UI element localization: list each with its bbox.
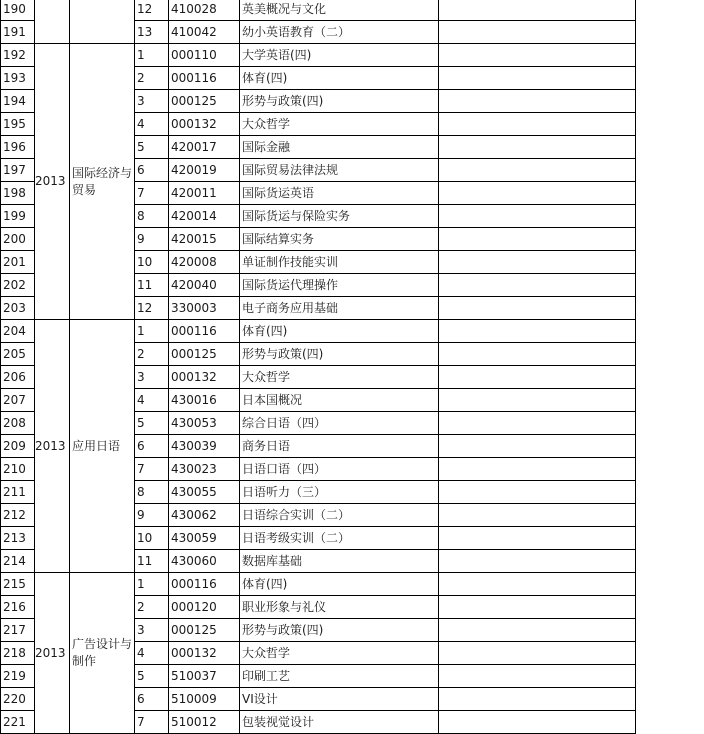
sequence-cell: 13	[135, 21, 169, 44]
sequence-cell: 5	[135, 136, 169, 159]
remarks-cell	[439, 389, 636, 412]
row-number-cell: 213	[1, 527, 35, 550]
row-number-cell: 199	[1, 205, 35, 228]
course-code-cell: 430053	[169, 412, 240, 435]
row-number-cell: 206	[1, 366, 35, 389]
remarks-cell	[439, 297, 636, 320]
remarks-cell	[439, 113, 636, 136]
major-cell	[70, 0, 135, 44]
course-code-cell: 000132	[169, 642, 240, 665]
remarks-cell	[439, 366, 636, 389]
row-number-cell: 209	[1, 435, 35, 458]
course-code-cell: 000110	[169, 44, 240, 67]
course-code-cell: 430060	[169, 550, 240, 573]
course-code-cell: 430039	[169, 435, 240, 458]
row-number-cell: 204	[1, 320, 35, 343]
course-name-cell: 形势与政策(四)	[240, 619, 439, 642]
course-name-cell: 印刷工艺	[240, 665, 439, 688]
course-code-cell: 000125	[169, 90, 240, 113]
remarks-cell	[439, 711, 636, 734]
row-number-cell: 217	[1, 619, 35, 642]
row-number-cell: 210	[1, 458, 35, 481]
course-name-cell: 国际货运代理操作	[240, 274, 439, 297]
course-code-cell: 510009	[169, 688, 240, 711]
course-name-cell: 国际金融	[240, 136, 439, 159]
remarks-cell	[439, 136, 636, 159]
row-number-cell: 220	[1, 688, 35, 711]
remarks-cell	[439, 504, 636, 527]
sequence-cell: 12	[135, 0, 169, 21]
course-name-cell: 幼小英语教育（二）	[240, 21, 439, 44]
course-code-cell: 420014	[169, 205, 240, 228]
course-name-cell: 大学英语(四)	[240, 44, 439, 67]
course-name-cell: 体育(四)	[240, 573, 439, 596]
course-code-cell: 420015	[169, 228, 240, 251]
remarks-cell	[439, 44, 636, 67]
course-code-cell: 430062	[169, 504, 240, 527]
course-name-cell: 英美概况与文化	[240, 0, 439, 21]
course-code-cell: 000132	[169, 113, 240, 136]
course-code-cell: 000132	[169, 366, 240, 389]
row-number-cell: 193	[1, 67, 35, 90]
row-number-cell: 215	[1, 573, 35, 596]
course-code-cell: 420011	[169, 182, 240, 205]
course-code-cell: 000125	[169, 343, 240, 366]
sequence-cell: 5	[135, 665, 169, 688]
course-name-cell: 日语综合实训（二）	[240, 504, 439, 527]
course-name-cell: 国际货运与保险实务	[240, 205, 439, 228]
sequence-cell: 11	[135, 274, 169, 297]
course-name-cell: 日本国概况	[240, 389, 439, 412]
sequence-cell: 9	[135, 504, 169, 527]
table-row	[1, 44, 636, 67]
sequence-cell: 11	[135, 550, 169, 573]
row-number-cell: 216	[1, 596, 35, 619]
course-code-cell: 410028	[169, 0, 240, 21]
remarks-cell	[439, 481, 636, 504]
sequence-cell: 1	[135, 320, 169, 343]
course-name-cell: 体育(四)	[240, 320, 439, 343]
row-number-cell: 202	[1, 274, 35, 297]
course-code-cell: 430055	[169, 481, 240, 504]
row-number-cell: 200	[1, 228, 35, 251]
sequence-cell: 2	[135, 596, 169, 619]
sequence-cell: 8	[135, 481, 169, 504]
course-name-cell: 职业形象与礼仪	[240, 596, 439, 619]
course-name-cell: 形势与政策(四)	[240, 90, 439, 113]
course-name-cell: 单证制作技能实训	[240, 251, 439, 274]
sequence-cell: 4	[135, 389, 169, 412]
remarks-cell	[439, 67, 636, 90]
remarks-cell	[439, 550, 636, 573]
course-name-cell: 体育(四)	[240, 67, 439, 90]
course-code-cell: 420040	[169, 274, 240, 297]
row-number-cell: 218	[1, 642, 35, 665]
row-number-cell: 207	[1, 389, 35, 412]
major-cell: 国际经济与贸易	[70, 44, 135, 320]
course-code-cell: 000125	[169, 619, 240, 642]
row-number-cell: 221	[1, 711, 35, 734]
sequence-cell: 5	[135, 412, 169, 435]
row-number-cell: 201	[1, 251, 35, 274]
course-name-cell: 形势与政策(四)	[240, 343, 439, 366]
sequence-cell: 6	[135, 159, 169, 182]
row-number-cell: 203	[1, 297, 35, 320]
major-cell: 广告设计与制作	[70, 573, 135, 734]
course-code-cell: 000116	[169, 67, 240, 90]
row-number-cell: 196	[1, 136, 35, 159]
sequence-cell: 7	[135, 458, 169, 481]
course-name-cell: 数据库基础	[240, 550, 439, 573]
remarks-cell	[439, 596, 636, 619]
remarks-cell	[439, 619, 636, 642]
course-name-cell: 国际贸易法律法规	[240, 159, 439, 182]
remarks-cell	[439, 0, 636, 21]
sequence-cell: 1	[135, 573, 169, 596]
remarks-cell	[439, 665, 636, 688]
course-code-cell: 000116	[169, 573, 240, 596]
course-code-cell: 420017	[169, 136, 240, 159]
sequence-cell: 3	[135, 366, 169, 389]
row-number-cell: 192	[1, 44, 35, 67]
sequence-cell: 7	[135, 711, 169, 734]
course-name-cell: 日语考级实训（二）	[240, 527, 439, 550]
row-number-cell: 219	[1, 665, 35, 688]
course-code-cell: 420019	[169, 159, 240, 182]
remarks-cell	[439, 90, 636, 113]
row-number-cell: 194	[1, 90, 35, 113]
major-cell: 应用日语	[70, 320, 135, 573]
table-row	[1, 320, 636, 343]
sequence-cell: 10	[135, 527, 169, 550]
course-code-cell: 420008	[169, 251, 240, 274]
remarks-cell	[439, 320, 636, 343]
sequence-cell: 2	[135, 343, 169, 366]
year-cell: 2013	[35, 44, 70, 320]
course-code-cell: 510012	[169, 711, 240, 734]
row-number-cell: 195	[1, 113, 35, 136]
course-code-cell: 430016	[169, 389, 240, 412]
table-row	[1, 0, 636, 21]
remarks-cell	[439, 228, 636, 251]
sequence-cell: 3	[135, 90, 169, 113]
row-number-cell: 208	[1, 412, 35, 435]
remarks-cell	[439, 573, 636, 596]
remarks-cell	[439, 435, 636, 458]
sequence-cell: 4	[135, 642, 169, 665]
course-code-cell: 000116	[169, 320, 240, 343]
row-number-cell: 197	[1, 159, 35, 182]
sequence-cell: 6	[135, 435, 169, 458]
sequence-cell: 4	[135, 113, 169, 136]
row-number-cell: 212	[1, 504, 35, 527]
remarks-cell	[439, 458, 636, 481]
remarks-cell	[439, 274, 636, 297]
sequence-cell: 10	[135, 251, 169, 274]
remarks-cell	[439, 21, 636, 44]
course-code-cell: 430023	[169, 458, 240, 481]
row-number-cell: 191	[1, 21, 35, 44]
course-code-cell: 330003	[169, 297, 240, 320]
course-code-cell: 000120	[169, 596, 240, 619]
course-code-cell: 410042	[169, 21, 240, 44]
sequence-cell: 8	[135, 205, 169, 228]
course-name-cell: 大众哲学	[240, 366, 439, 389]
remarks-cell	[439, 527, 636, 550]
table-row	[1, 573, 636, 596]
remarks-cell	[439, 343, 636, 366]
course-name-cell: 日语听力（三）	[240, 481, 439, 504]
sequence-cell: 1	[135, 44, 169, 67]
year-cell	[35, 0, 70, 44]
course-name-cell: 国际货运英语	[240, 182, 439, 205]
remarks-cell	[439, 412, 636, 435]
row-number-cell: 198	[1, 182, 35, 205]
course-code-cell: 510037	[169, 665, 240, 688]
year-cell: 2013	[35, 573, 70, 734]
row-number-cell: 205	[1, 343, 35, 366]
sequence-cell: 3	[135, 619, 169, 642]
remarks-cell	[439, 688, 636, 711]
course-name-cell: 国际结算实务	[240, 228, 439, 251]
remarks-cell	[439, 182, 636, 205]
remarks-cell	[439, 642, 636, 665]
sequence-cell: 7	[135, 182, 169, 205]
remarks-cell	[439, 205, 636, 228]
course-code-cell: 430059	[169, 527, 240, 550]
course-name-cell: 大众哲学	[240, 642, 439, 665]
sequence-cell: 9	[135, 228, 169, 251]
course-name-cell: 包装视觉设计	[240, 711, 439, 734]
remarks-cell	[439, 251, 636, 274]
sequence-cell: 6	[135, 688, 169, 711]
row-number-cell: 190	[1, 0, 35, 21]
remarks-cell	[439, 159, 636, 182]
course-name-cell: VI设计	[240, 688, 439, 711]
course-name-cell: 商务日语	[240, 435, 439, 458]
row-number-cell: 214	[1, 550, 35, 573]
year-cell: 2013	[35, 320, 70, 573]
course-name-cell: 电子商务应用基础	[240, 297, 439, 320]
sequence-cell: 12	[135, 297, 169, 320]
sequence-cell: 2	[135, 67, 169, 90]
course-name-cell: 大众哲学	[240, 113, 439, 136]
course-name-cell: 日语口语（四）	[240, 458, 439, 481]
row-number-cell: 211	[1, 481, 35, 504]
course-name-cell: 综合日语（四）	[240, 412, 439, 435]
